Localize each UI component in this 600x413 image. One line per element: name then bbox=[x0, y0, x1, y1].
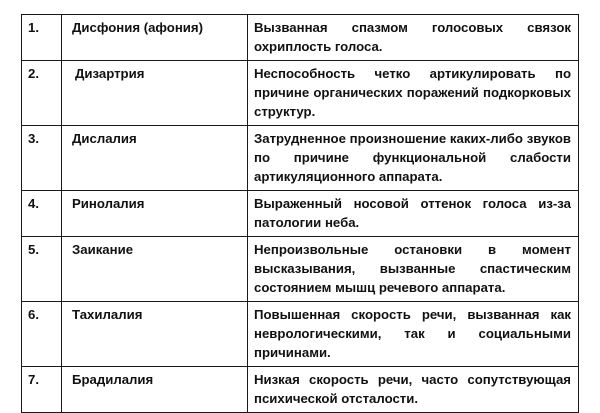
disorder-term: Тахилалия bbox=[62, 302, 248, 367]
speech-disorders-table-container bbox=[21, 14, 578, 413]
disorder-definition: Вызванная спазмом голосовых связок охриплость голоса. bbox=[248, 15, 579, 61]
row-number: 3. bbox=[22, 126, 62, 191]
disorder-term: Дизартрия bbox=[62, 61, 248, 126]
row-number: 7. bbox=[22, 367, 62, 413]
table-row bbox=[22, 191, 579, 237]
table-row bbox=[22, 61, 579, 126]
disorder-term: Дислалия bbox=[62, 126, 248, 191]
row-number: 6. bbox=[22, 302, 62, 367]
disorder-definition: Затрудненное произношение каких-либо звуков по причине функциональной слабости артикуляционного аппарата. bbox=[248, 126, 579, 191]
disorder-term: Дисфония (афония) bbox=[62, 15, 248, 61]
disorder-definition: Повышенная скорость речи, вызванная как неврологическими, так и социальными причинами. bbox=[248, 302, 579, 367]
table-row bbox=[22, 15, 579, 61]
table-row bbox=[22, 237, 579, 302]
disorder-definition: Неспособность четко артикулировать по причине органических поражений подкорковых структур. bbox=[248, 61, 579, 126]
disorder-term: Ринолалия bbox=[62, 191, 248, 237]
row-number: 4. bbox=[22, 191, 62, 237]
row-number: 1. bbox=[22, 15, 62, 61]
speech-disorders-table bbox=[21, 14, 579, 413]
table-row bbox=[22, 302, 579, 367]
table-row bbox=[22, 367, 579, 413]
row-number: 5. bbox=[22, 237, 62, 302]
disorder-definition: Низкая скорость речи, часто сопутствующая психической отсталости. bbox=[248, 367, 579, 413]
disorder-term: Брадилалия bbox=[62, 367, 248, 413]
disorder-definition: Выраженный носовой оттенок голоса из-за патологии неба. bbox=[248, 191, 579, 237]
disorder-definition: Непроизвольные остановки в момент высказывания, вызванные спастическим состоянием мышц речевого аппарата. bbox=[248, 237, 579, 302]
disorder-term: Заикание bbox=[62, 237, 248, 302]
row-number: 2. bbox=[22, 61, 62, 126]
table-row bbox=[22, 126, 579, 191]
